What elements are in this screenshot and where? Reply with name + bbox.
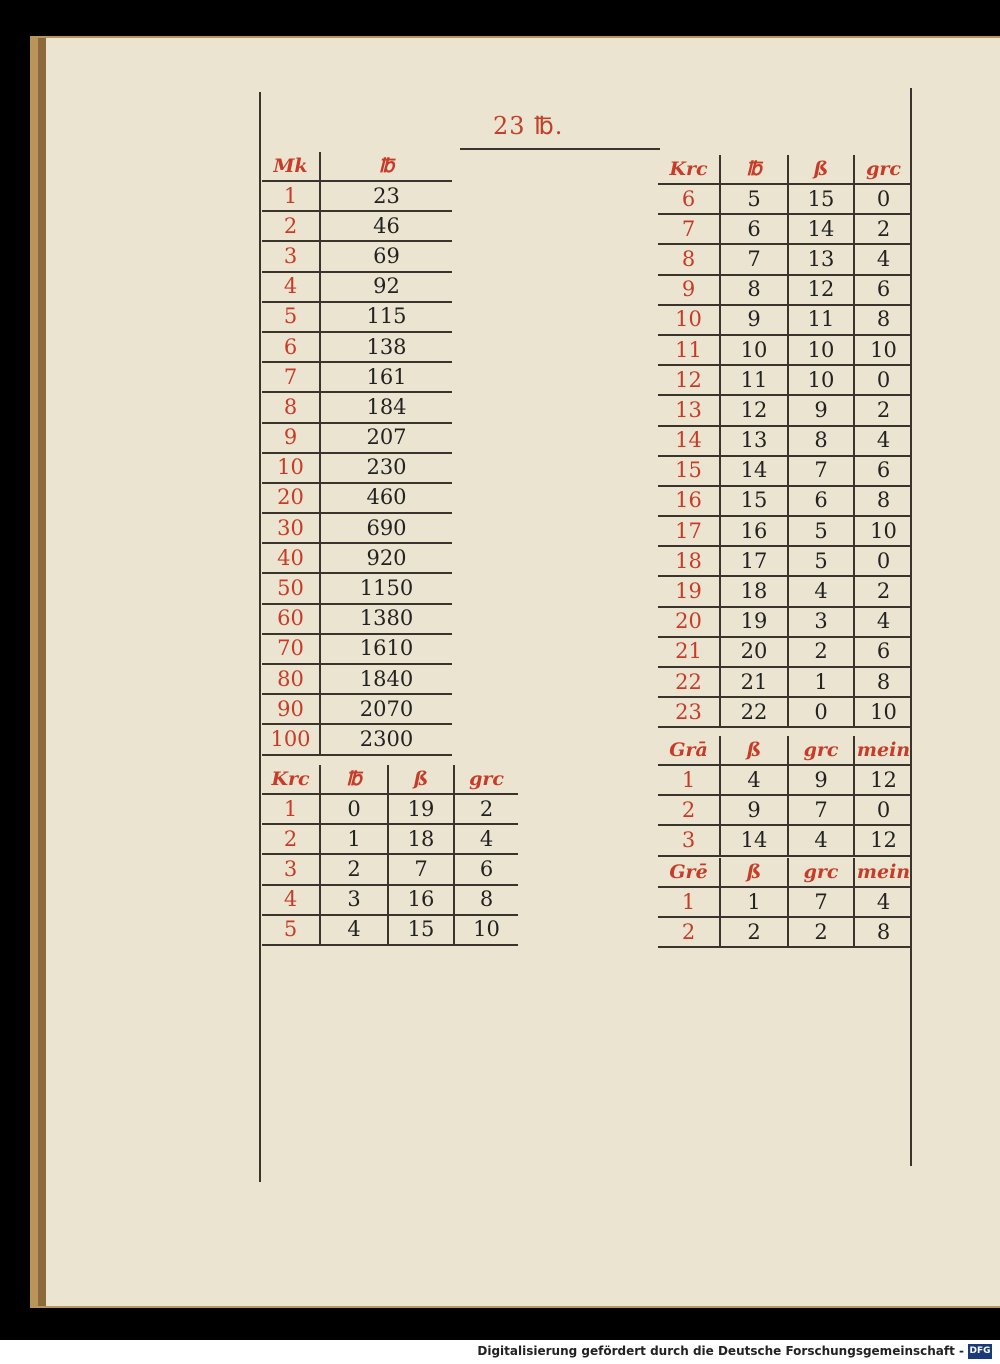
table-header-row bbox=[658, 736, 912, 765]
row-label: 15 bbox=[658, 456, 720, 486]
table-cell: 8 bbox=[854, 667, 912, 697]
table-row bbox=[658, 184, 912, 214]
row-label: 22 bbox=[658, 667, 720, 697]
table-row bbox=[658, 456, 912, 486]
table-row bbox=[658, 486, 912, 516]
table-cell: 6 bbox=[454, 854, 518, 884]
table-row bbox=[262, 423, 452, 453]
table-row bbox=[262, 362, 452, 392]
table-cell: 9 bbox=[788, 765, 854, 795]
table-cell: 6 bbox=[720, 214, 788, 244]
table-row bbox=[262, 664, 452, 694]
page-title: 23 ℔. bbox=[493, 112, 564, 140]
table-cell: 7 bbox=[720, 244, 788, 274]
table-cell: 15 bbox=[388, 915, 454, 945]
table-cell: 4 bbox=[854, 607, 912, 637]
table-row bbox=[262, 604, 452, 634]
row-label: 21 bbox=[658, 637, 720, 667]
row-label: 3 bbox=[658, 825, 720, 855]
table-cell: 13 bbox=[788, 244, 854, 274]
table-cell: 2 bbox=[454, 794, 518, 824]
table-cell: 6 bbox=[854, 637, 912, 667]
table-row bbox=[658, 765, 912, 795]
table-row bbox=[262, 573, 452, 603]
table-cell: 6 bbox=[854, 456, 912, 486]
table-row bbox=[658, 275, 912, 305]
row-label: 80 bbox=[262, 664, 320, 694]
row-label: 2 bbox=[262, 211, 320, 241]
table-cell: 6 bbox=[854, 275, 912, 305]
table-row bbox=[658, 576, 912, 606]
table-gran bbox=[658, 736, 912, 857]
dfg-logo: DFG bbox=[968, 1344, 992, 1359]
row-label: 5 bbox=[262, 302, 320, 332]
table-cell: 6 bbox=[788, 486, 854, 516]
table-row bbox=[658, 516, 912, 546]
table-cell: 115 bbox=[320, 302, 452, 332]
table-cell: 7 bbox=[388, 854, 454, 884]
table-cell: 19 bbox=[388, 794, 454, 824]
table-cell: 5 bbox=[720, 184, 788, 214]
table-row bbox=[262, 181, 452, 211]
column-header: grc bbox=[454, 765, 518, 794]
table-cell: 12 bbox=[788, 275, 854, 305]
table-header-row bbox=[658, 858, 912, 887]
table-row bbox=[262, 392, 452, 422]
table-cell: 230 bbox=[320, 453, 452, 483]
table-row bbox=[262, 272, 452, 302]
column-header: ß bbox=[720, 858, 788, 887]
column-header: grc bbox=[854, 155, 912, 184]
table-row bbox=[658, 637, 912, 667]
table-row bbox=[262, 543, 452, 573]
row-label: 3 bbox=[262, 854, 320, 884]
table-cell: 138 bbox=[320, 332, 452, 362]
column-header: Krc bbox=[262, 765, 320, 794]
row-label: 9 bbox=[658, 275, 720, 305]
table-cell: 23 bbox=[320, 181, 452, 211]
footer-text: Digitalisierung gefördert durch die Deutsche Forschungsgemeinschaft - bbox=[477, 1344, 964, 1358]
column-header: mein bbox=[854, 736, 912, 765]
table-cell: 4 bbox=[854, 887, 912, 917]
table-cell: 10 bbox=[788, 365, 854, 395]
row-label: 8 bbox=[262, 392, 320, 422]
left-rule bbox=[259, 92, 261, 1182]
table-cell: 8 bbox=[720, 275, 788, 305]
row-label: 1 bbox=[262, 181, 320, 211]
table-cell: 13 bbox=[720, 426, 788, 456]
table-row bbox=[658, 825, 912, 855]
table-cell: 0 bbox=[788, 697, 854, 727]
table-cell: 69 bbox=[320, 241, 452, 271]
table-cell: 8 bbox=[788, 426, 854, 456]
table-cell: 10 bbox=[854, 516, 912, 546]
table-row bbox=[262, 332, 452, 362]
table-row bbox=[262, 302, 452, 332]
table-cell: 3 bbox=[788, 607, 854, 637]
table-cell: 10 bbox=[454, 915, 518, 945]
table-cell: 22 bbox=[720, 697, 788, 727]
table-cell: 7 bbox=[788, 795, 854, 825]
column-header: mein bbox=[854, 858, 912, 887]
column-header: Grā bbox=[658, 736, 720, 765]
table-mark-to-pound bbox=[262, 152, 452, 756]
table-cell: 2300 bbox=[320, 724, 452, 754]
table-row bbox=[262, 885, 518, 915]
table-row bbox=[658, 546, 912, 576]
table-cell: 4 bbox=[854, 244, 912, 274]
table-header-row bbox=[262, 765, 518, 794]
table-cell: 4 bbox=[854, 426, 912, 456]
table-cell: 4 bbox=[320, 915, 388, 945]
table-cell: 2 bbox=[788, 917, 854, 947]
row-label: 16 bbox=[658, 486, 720, 516]
table-row bbox=[262, 824, 518, 854]
table-cell: 11 bbox=[720, 365, 788, 395]
table-cell: 4 bbox=[788, 825, 854, 855]
table-cell: 14 bbox=[720, 456, 788, 486]
table-cell: 161 bbox=[320, 362, 452, 392]
table-cell: 14 bbox=[788, 214, 854, 244]
table-row bbox=[262, 241, 452, 271]
table-cell: 1380 bbox=[320, 604, 452, 634]
table-cell: 0 bbox=[854, 365, 912, 395]
column-header: Krc bbox=[658, 155, 720, 184]
footer-bar bbox=[0, 1340, 1000, 1364]
row-label: 90 bbox=[262, 694, 320, 724]
table-cell: 18 bbox=[388, 824, 454, 854]
row-label: 100 bbox=[262, 724, 320, 754]
table-cell: 1840 bbox=[320, 664, 452, 694]
row-label: 2 bbox=[658, 917, 720, 947]
row-label: 6 bbox=[262, 332, 320, 362]
table-row bbox=[262, 724, 452, 754]
row-label: 17 bbox=[658, 516, 720, 546]
row-label: 3 bbox=[262, 241, 320, 271]
table-cell: 460 bbox=[320, 483, 452, 513]
table-cell: 2 bbox=[854, 576, 912, 606]
row-label: 14 bbox=[658, 426, 720, 456]
table-row bbox=[658, 887, 912, 917]
table-header-row bbox=[262, 152, 452, 181]
table-cell: 7 bbox=[788, 887, 854, 917]
table-cell: 1 bbox=[320, 824, 388, 854]
table-row bbox=[658, 795, 912, 825]
table-cell: 4 bbox=[720, 765, 788, 795]
row-label: 4 bbox=[262, 885, 320, 915]
table-row bbox=[262, 794, 518, 824]
column-header: grc bbox=[788, 736, 854, 765]
row-label: 18 bbox=[658, 546, 720, 576]
table-row bbox=[658, 214, 912, 244]
row-label: 1 bbox=[262, 794, 320, 824]
table-cell: 10 bbox=[720, 335, 788, 365]
column-header: grc bbox=[788, 858, 854, 887]
row-label: 8 bbox=[658, 244, 720, 274]
table-cell: 2 bbox=[854, 395, 912, 425]
table-cell: 12 bbox=[854, 765, 912, 795]
table-cell: 10 bbox=[854, 335, 912, 365]
table-row bbox=[658, 917, 912, 947]
table-cell: 1 bbox=[720, 887, 788, 917]
row-label: 40 bbox=[262, 543, 320, 573]
column-header: Mk bbox=[262, 152, 320, 181]
table-row bbox=[658, 305, 912, 335]
table-row bbox=[262, 854, 518, 884]
row-label: 7 bbox=[658, 214, 720, 244]
table-row bbox=[262, 694, 452, 724]
table-gren bbox=[658, 858, 912, 948]
table-cell: 2 bbox=[720, 917, 788, 947]
row-label: 20 bbox=[262, 483, 320, 513]
table-row bbox=[658, 426, 912, 456]
column-header: ß bbox=[388, 765, 454, 794]
table-cell: 207 bbox=[320, 423, 452, 453]
table-row bbox=[262, 453, 452, 483]
table-cell: 1610 bbox=[320, 634, 452, 664]
table-cell: 9 bbox=[720, 305, 788, 335]
table-cell: 2 bbox=[854, 214, 912, 244]
column-header: ß bbox=[720, 736, 788, 765]
table-cell: 3 bbox=[320, 885, 388, 915]
table-row bbox=[658, 667, 912, 697]
table-kreuzer-large bbox=[658, 155, 912, 728]
table-cell: 92 bbox=[320, 272, 452, 302]
row-label: 10 bbox=[658, 305, 720, 335]
column-header: ß bbox=[788, 155, 854, 184]
top-rule bbox=[460, 148, 660, 150]
table-cell: 5 bbox=[788, 516, 854, 546]
table-cell: 9 bbox=[720, 795, 788, 825]
table-cell: 7 bbox=[788, 456, 854, 486]
row-label: 50 bbox=[262, 573, 320, 603]
table-cell: 8 bbox=[854, 917, 912, 947]
row-label: 6 bbox=[658, 184, 720, 214]
table-cell: 15 bbox=[720, 486, 788, 516]
table-row bbox=[658, 697, 912, 727]
row-label: 2 bbox=[658, 795, 720, 825]
table-cell: 1150 bbox=[320, 573, 452, 603]
table-cell: 4 bbox=[454, 824, 518, 854]
table-cell: 0 bbox=[854, 184, 912, 214]
table-row bbox=[658, 365, 912, 395]
row-label: 1 bbox=[658, 887, 720, 917]
table-cell: 16 bbox=[388, 885, 454, 915]
table-row bbox=[658, 395, 912, 425]
table-row bbox=[262, 634, 452, 664]
table-row bbox=[262, 211, 452, 241]
table-cell: 8 bbox=[454, 885, 518, 915]
row-label: 9 bbox=[262, 423, 320, 453]
row-label: 7 bbox=[262, 362, 320, 392]
table-cell: 21 bbox=[720, 667, 788, 697]
row-label: 4 bbox=[262, 272, 320, 302]
row-label: 20 bbox=[658, 607, 720, 637]
table-row bbox=[658, 607, 912, 637]
table-cell: 920 bbox=[320, 543, 452, 573]
table-cell: 2 bbox=[788, 637, 854, 667]
column-header: Grē bbox=[658, 858, 720, 887]
table-cell: 184 bbox=[320, 392, 452, 422]
table-cell: 10 bbox=[854, 697, 912, 727]
table-row bbox=[658, 244, 912, 274]
table-cell: 2070 bbox=[320, 694, 452, 724]
column-header: ℔ bbox=[720, 155, 788, 184]
row-label: 30 bbox=[262, 513, 320, 543]
table-cell: 1 bbox=[788, 667, 854, 697]
table-row bbox=[262, 483, 452, 513]
row-label: 70 bbox=[262, 634, 320, 664]
row-label: 60 bbox=[262, 604, 320, 634]
table-cell: 0 bbox=[854, 795, 912, 825]
row-label: 12 bbox=[658, 365, 720, 395]
table-header-row bbox=[658, 155, 912, 184]
table-cell: 14 bbox=[720, 825, 788, 855]
table-cell: 19 bbox=[720, 607, 788, 637]
row-label: 5 bbox=[262, 915, 320, 945]
table-cell: 0 bbox=[854, 546, 912, 576]
column-header: ℔ bbox=[320, 152, 452, 181]
table-cell: 9 bbox=[788, 395, 854, 425]
table-cell: 4 bbox=[788, 576, 854, 606]
column-header: ℔ bbox=[320, 765, 388, 794]
table-cell: 46 bbox=[320, 211, 452, 241]
table-cell: 2 bbox=[320, 854, 388, 884]
table-cell: 16 bbox=[720, 516, 788, 546]
table-cell: 17 bbox=[720, 546, 788, 576]
row-label: 11 bbox=[658, 335, 720, 365]
table-cell: 15 bbox=[788, 184, 854, 214]
table-cell: 11 bbox=[788, 305, 854, 335]
table-cell: 690 bbox=[320, 513, 452, 543]
table-cell: 8 bbox=[854, 305, 912, 335]
table-cell: 0 bbox=[320, 794, 388, 824]
table-row bbox=[262, 915, 518, 945]
row-label: 2 bbox=[262, 824, 320, 854]
table-cell: 18 bbox=[720, 576, 788, 606]
table-cell: 12 bbox=[854, 825, 912, 855]
table-cell: 20 bbox=[720, 637, 788, 667]
table-row bbox=[262, 513, 452, 543]
row-label: 23 bbox=[658, 697, 720, 727]
row-label: 1 bbox=[658, 765, 720, 795]
table-cell: 5 bbox=[788, 546, 854, 576]
table-cell: 8 bbox=[854, 486, 912, 516]
row-label: 13 bbox=[658, 395, 720, 425]
table-row bbox=[658, 335, 912, 365]
table-kreuzer-small bbox=[262, 765, 518, 946]
table-cell: 10 bbox=[788, 335, 854, 365]
table-cell: 12 bbox=[720, 395, 788, 425]
row-label: 10 bbox=[262, 453, 320, 483]
row-label: 19 bbox=[658, 576, 720, 606]
